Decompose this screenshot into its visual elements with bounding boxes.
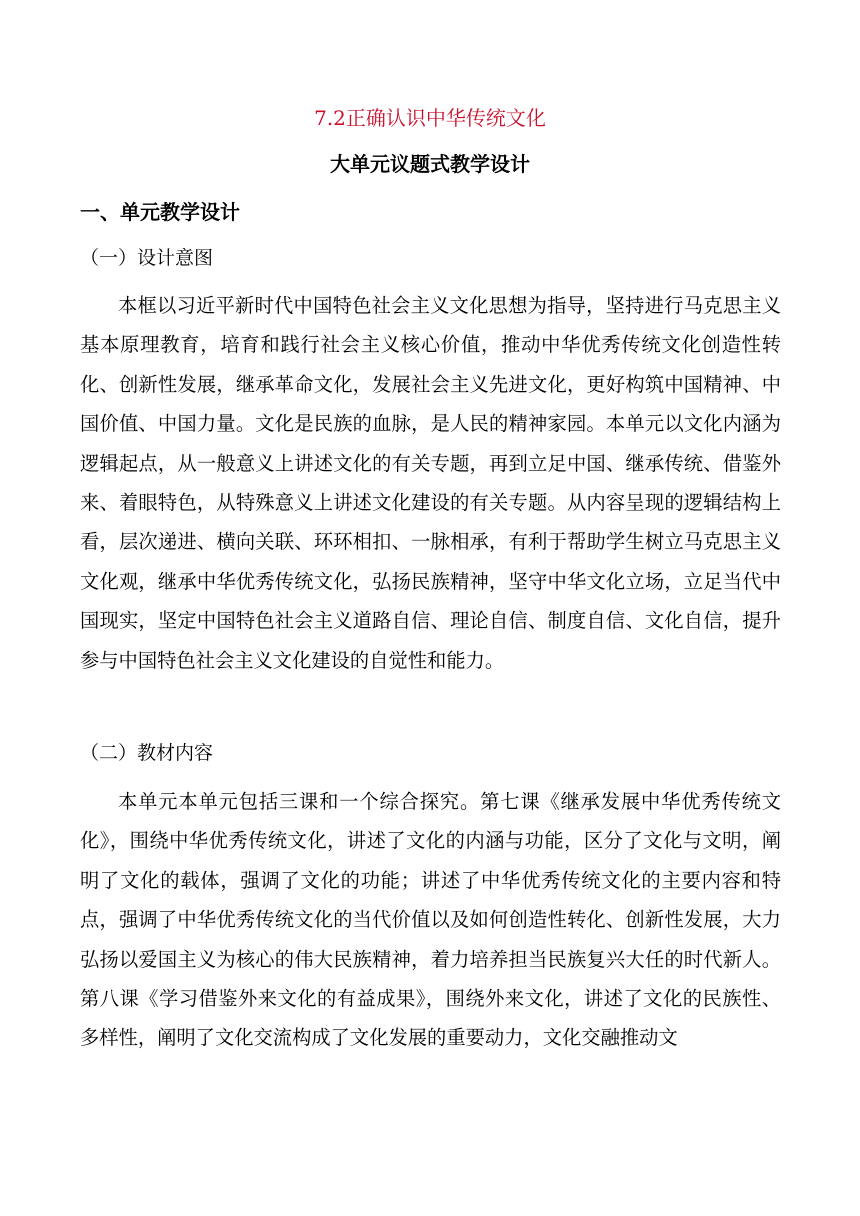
subheading-design-intent: （一）设计意图 (80, 247, 214, 269)
document-title-main: 大单元议题式教学设计 (330, 152, 530, 176)
section-heading-unit-design: 一、单元教学设计 (80, 200, 240, 224)
document-title-red: 7.2正确认识中华传统文化 (314, 106, 546, 130)
paragraph-textbook-content: 本单元本单元包括三课和一个综合探究。第七课《继承发展中华优秀传统文化》，围绕中华优秀传统文化，讲述了文化的内涵与功能，区分了文化与文明，阐明了文化的载体，强调了文化的功能；讲述了中华优秀传统文化的主要内容和特点，强调了中华优秀传统文化的当代价值以及如何创造性转化、创新性发展，大力弘扬以爱国主义为核心的伟大民族精神，着力培养担当民族复兴大任的时代新人。第八课《学习借鉴外来文化的有益成果》，围绕外来文化，讲述了文化的民族性、多样性，阐明了文化交流构成了文化发展的重要动力，文化交融推动文 (80, 790, 781, 1050)
subheading-textbook-content: （二）教材内容 (80, 742, 214, 764)
paragraph-design-intent: 本框以习近平新时代中国特色社会主义文化思想为指导，坚持进行马克思主义基本原理教育，培育和践行社会主义核心价值，推动中华优秀传统文化创造性转化、创新性发展，继承革命文化，发展社会主义先进文化，更好构筑中国精神、中国价值、中国力量。文化是民族的血脉，是人民的精神家园。本单元以文化内涵为逻辑起点，从一般意义上讲述文化的有关专题，再到立足中国、继承传统、借鉴外来、着眼特色，从特殊意义上讲述文化建设的有关专题。从内容呈现的逻辑结构上看，层次递进、横向关联、环环相扣、一脉相承，有利于帮助学生树立马克思主义文化观，继承中华优秀传统文化，弘扬民族精神，坚守中华文化立场，立足当代中国现实，坚定中国特色社会主义道路自信、理论自信、制度自信、文化自信，提升参与中国特色社会主义文化建设的自觉性和能力。 (80, 294, 781, 672)
